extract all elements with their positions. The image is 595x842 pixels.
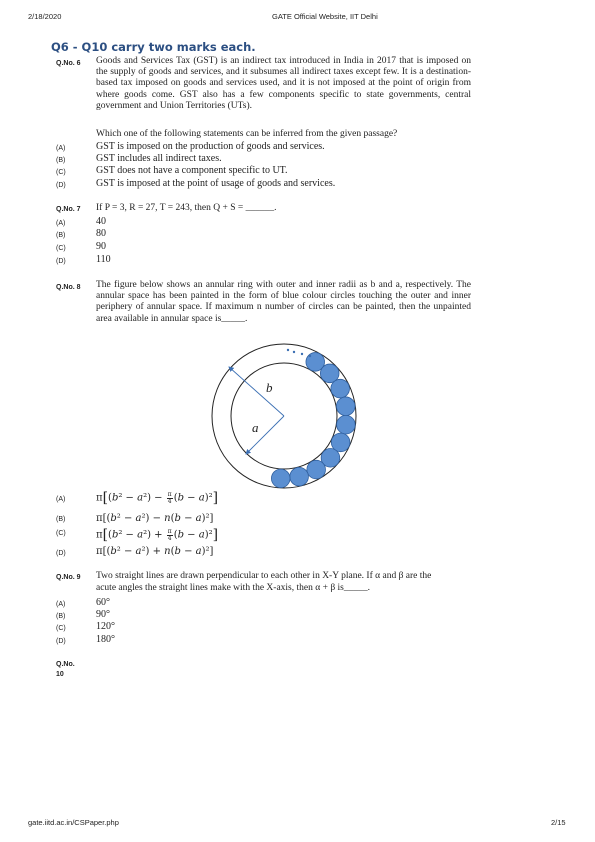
- q9-question-line2: acute angles the straight lines make with the X-axis, then α + β is_____.: [96, 583, 370, 593]
- q8-option-a-formula: π[(b² − a²) − $\frac{\pi}{4}$ (b − a)²]: [96, 490, 219, 506]
- q7-option-a-label: (A): [56, 220, 66, 227]
- header-title: GATE Official Website, IIT Delhi: [272, 12, 378, 21]
- q9-option-a-label: (A): [56, 601, 66, 608]
- q9-option-b-label: (B): [56, 613, 66, 620]
- q7-question: If P = 3, R = 27, T = 243, then Q + S = ______.: [96, 203, 277, 213]
- q7-number: Q.No. 7: [56, 206, 81, 213]
- q7-option-a-text: 40: [96, 216, 106, 227]
- q7-option-c-label: (C): [56, 245, 66, 252]
- q10-number-line1: Q.No.: [56, 661, 75, 668]
- q8-option-d-formula: π[(b² − a²) + n(b − a)²]: [96, 546, 214, 557]
- painted-circle: [337, 415, 356, 434]
- q6-question: Which one of the following statements can be inferred from the given passage?: [96, 129, 398, 139]
- q9-option-c-text: 120°: [96, 621, 115, 632]
- q6-option-a-text: GST is imposed on the production of goods and services.: [96, 141, 325, 152]
- q6-option-b-text: GST includes all indirect taxes.: [96, 153, 222, 164]
- q8-option-b-label: (B): [56, 516, 66, 523]
- painted-circle: [331, 379, 350, 398]
- q6-option-c-text: GST does not have a component specific to UT.: [96, 165, 288, 176]
- q9-option-d-label: (D): [56, 638, 66, 645]
- q7-option-d-label: (D): [56, 258, 66, 265]
- q6-option-d-label: (D): [56, 182, 66, 189]
- painted-circle: [290, 467, 309, 486]
- footer-page-number: 2/15: [551, 818, 566, 827]
- q7-option-d-text: 110: [96, 254, 111, 265]
- q8-option-c-formula: π[(b² − a²) + $\frac{\pi}{4}$ (b − a)²]: [96, 527, 219, 543]
- q6-option-a-label: (A): [56, 145, 66, 152]
- label-a: a: [252, 420, 259, 435]
- painted-circle: [271, 469, 290, 488]
- q8-option-c-label: (C): [56, 530, 66, 537]
- q8-option-a-label: (A): [56, 496, 66, 503]
- q7-option-c-text: 90: [96, 241, 106, 252]
- q9-option-a-text: 60°: [96, 597, 110, 608]
- section-title: Q6 - Q10 carry two marks each.: [51, 40, 256, 54]
- painted-circle: [307, 460, 326, 479]
- q6-option-d-text: GST is imposed at the point of usage of goods and services.: [96, 178, 336, 189]
- footer-url: gate.iitd.ac.in/CSPaper.php: [28, 818, 119, 827]
- header-date: 2/18/2020: [28, 12, 62, 21]
- q9-number: Q.No. 9: [56, 574, 81, 581]
- q7-option-b-text: 80: [96, 228, 106, 239]
- dots-annotation: [287, 349, 311, 357]
- painted-circles: [271, 353, 355, 488]
- q9-option-c-label: (C): [56, 625, 66, 632]
- q6-number: Q.No. 6: [56, 60, 81, 67]
- q7-option-b-label: (B): [56, 232, 66, 239]
- painted-circle: [336, 397, 355, 416]
- q10-number-line2: 10: [56, 671, 64, 678]
- q8-option-b-formula: π[(b² − a²) − n(b − a)²]: [96, 513, 214, 524]
- q6-option-b-label: (B): [56, 157, 66, 164]
- q9-option-b-text: 90°: [96, 609, 110, 620]
- q9-option-d-text: 180°: [96, 634, 115, 645]
- q8-option-d-label: (D): [56, 550, 66, 557]
- q8-number: Q.No. 8: [56, 284, 81, 291]
- annular-ring-figure: [208, 334, 368, 496]
- q6-passage: Goods and Services Tax (GST) is an indirect tax introduced in India in 2017 that is imposed on the supply of goods and services, and it subsumes all indirect taxes except few. It is a destination-based tax imposed on goods and services used, and it is not imposed at the point of origin from where goods come. GST also has a few components specific to state governments, central government and Union Territories (UTs).: [96, 56, 471, 111]
- q6-option-c-label: (C): [56, 169, 66, 176]
- q9-question-line1: Two straight lines are drawn perpendicular to each other in X-Y plane. If α and β are the: [96, 571, 432, 581]
- label-b: b: [266, 380, 273, 395]
- q8-passage: The figure below shows an annular ring with outer and inner radii as b and a, respectively. The annular space has been painted in the form of blue colour circles touching the outer and inner periphery of annular space. If maximum n number of circles can be painted, then the unpainted area available in annular space is_____.: [96, 280, 471, 324]
